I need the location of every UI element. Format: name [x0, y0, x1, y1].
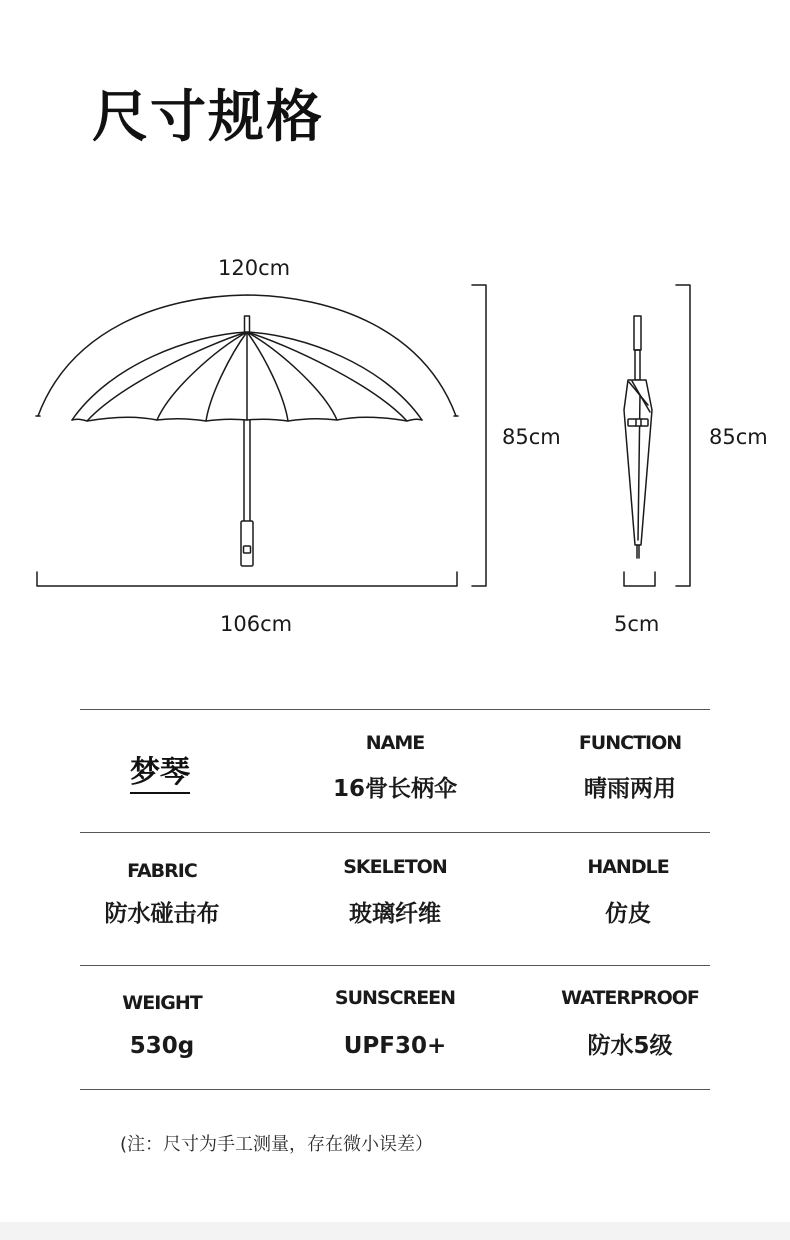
- table-divider: [80, 709, 710, 710]
- spec-skeleton: [295, 858, 495, 926]
- span-width-label: 106cm: [220, 612, 293, 636]
- brand-cell: [80, 755, 240, 790]
- measurement-note: (注：尺寸为手工测量，存在微小误差）: [120, 1134, 434, 1155]
- spec-sunscreen: [295, 989, 495, 1058]
- spec-label: SKELETON: [343, 856, 447, 878]
- spec-waterproof: [530, 989, 730, 1058]
- spec-label: HANDLE: [587, 856, 669, 878]
- spec-label: WEIGHT: [122, 992, 202, 1014]
- table-divider: [80, 832, 710, 833]
- spec-value: UPF30+: [343, 1033, 447, 1059]
- open-umbrella-icon: [72, 316, 422, 566]
- closed-umbrella-icon: [624, 316, 652, 558]
- spec-label: SUNSCREEN: [334, 987, 456, 1009]
- page-title: 尺寸规格: [92, 85, 324, 150]
- table-divider: [80, 1089, 710, 1090]
- spec-label: NAME: [365, 732, 425, 754]
- spec-value: 防水5级: [587, 1033, 673, 1059]
- spec-value: 晴雨两用: [584, 776, 676, 802]
- span-dimension-line: [37, 572, 457, 586]
- spec-name: [295, 734, 495, 801]
- spec-value: 防水碰击布: [104, 901, 220, 927]
- spec-label: WATERPROOF: [561, 987, 699, 1009]
- closed-width-dimension-line: [624, 572, 655, 586]
- footer-strip: [0, 1222, 790, 1240]
- spec-fabric: [62, 862, 262, 926]
- spec-function: [530, 734, 730, 801]
- open-height-dimension-line: [472, 285, 486, 586]
- spec-label: FABRIC: [127, 860, 197, 882]
- spec-value: 玻璃纤维: [349, 901, 441, 927]
- open-height-label: 85cm: [502, 425, 561, 449]
- closed-height-label: 85cm: [709, 425, 768, 449]
- spec-weight: [62, 994, 262, 1058]
- spec-value: 530g: [129, 1033, 195, 1059]
- spec-value: 16骨长柄伞: [332, 776, 457, 802]
- spec-value: 仿皮: [605, 901, 651, 927]
- closed-height-dimension-line: [676, 285, 690, 586]
- table-divider: [80, 965, 710, 966]
- spec-handle: [528, 858, 728, 926]
- spec-label: FUNCTION: [578, 732, 682, 754]
- closed-width-label: 5cm: [614, 612, 660, 636]
- brand-name: 梦琴: [130, 755, 190, 794]
- arc-width-label: 120cm: [218, 256, 291, 280]
